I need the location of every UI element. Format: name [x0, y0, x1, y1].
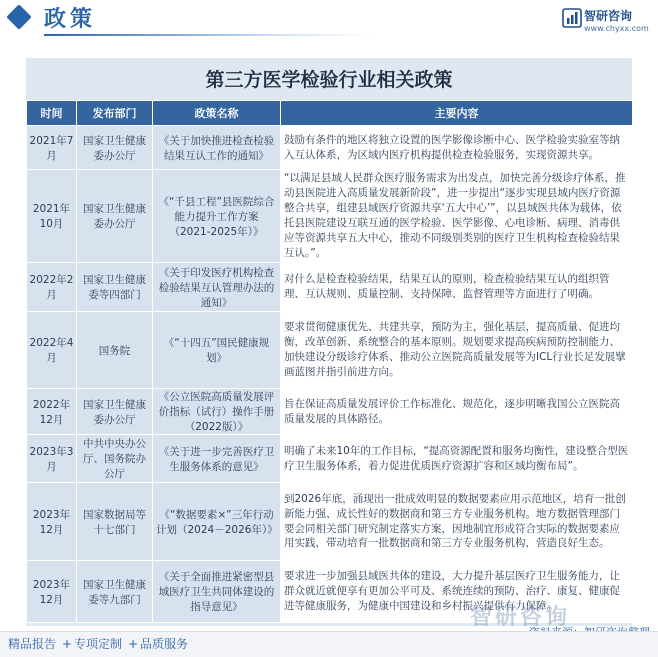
policy-panel — [26, 58, 632, 626]
cell-policy-name: 《关于全面推进紧密型县域医疗卫生共同体建设的指导意见》 — [153, 561, 281, 623]
table-row — [27, 170, 633, 263]
cell-policy-name: 《“十四五”国民健康规划》 — [153, 312, 281, 389]
logo-icon — [562, 8, 582, 28]
table-row — [27, 126, 633, 170]
policy-table — [26, 100, 633, 623]
col-header-content: 主要内容 — [281, 101, 633, 126]
cell-dept: 国家数据局等十七部门 — [77, 483, 153, 561]
cell-time: 2023年12月 — [27, 483, 77, 561]
brand-logo[interactable] — [562, 6, 652, 38]
cell-content: 到2026年底，涌现出一批成效明显的数据要素应用示范地区，培育一批创新能力强、成长性好的数据商和第三方专业服务机构。地方数据管理部门要会同相关部门研究制定落实方案，因地制宜形成符合实际的数据要素应用实践，带动培育一批数据商和第三方专业服务机构，营造良好生态。 — [281, 483, 633, 561]
table-row — [27, 312, 633, 389]
footer-item-service[interactable]: 品质服务 — [140, 637, 189, 651]
col-header-dept: 发布部门 — [77, 101, 153, 126]
page-footer — [0, 631, 658, 657]
cell-time: 2021年7月 — [27, 126, 77, 170]
cell-time: 2023年12月 — [27, 561, 77, 623]
watermark: 智研咨询 — [470, 605, 571, 630]
cell-dept: 国家卫生健康委办公厅 — [77, 389, 153, 435]
cell-policy-name: 《“千县工程”县医院综合能力提升工作方案（2021-2025年）》 — [153, 170, 281, 263]
footer-item-custom[interactable]: 专项定制 — [74, 637, 123, 651]
cell-dept: 国务院 — [77, 312, 153, 389]
cell-policy-name: 《关于印发医疗机构检查检验结果互认管理办法的通知》 — [153, 263, 281, 312]
table-header-row — [27, 101, 633, 126]
footer-item-reports[interactable]: 精品报告 — [8, 637, 57, 651]
cell-content: 明确了未来10年的工作目标，“提高资源配置和服务均衡性，建设整合型医疗卫生服务体系，着力促进优质医疗资源扩容和区域均衡布局”。 — [281, 435, 633, 483]
table-row — [27, 483, 633, 561]
cell-content: 对什么是检查检验结果，结果互认的原则，检查检验结果互认的组织管理、互认规则、质量控制、支持保障、监督管理等方面进行了明确。 — [281, 263, 633, 312]
cell-policy-name: 《“数据要素×”三年行动计划（2024－2026年）》 — [153, 483, 281, 561]
cell-dept: 国家卫生健康委办公厅 — [77, 170, 153, 263]
cell-dept: 国家卫生健康委等四部门 — [77, 263, 153, 312]
footer-separator: + — [62, 637, 73, 651]
logo-name: 智研咨询 — [584, 9, 633, 23]
cell-time: 2022年12月 — [27, 389, 77, 435]
table-row — [27, 435, 633, 483]
cell-dept: 国家卫生健康委办公厅 — [77, 126, 153, 170]
cell-policy-name: 《关于加快推进检查检验结果互认工作的通知》 — [153, 126, 281, 170]
cell-content: 要求贯彻健康优先、共建共享，预防为主，强化基层，提高质量、促进均衡，改革创新、系统整合的基本原则。规划要求提高疾病预防控制能力、加快建设分级诊疗体系、推动公立医院高质量发展等为ICL行业长足发展擘画蓝图并指引前进方向。 — [281, 312, 633, 389]
cell-policy-name: 《公立医院高质量发展评价指标（试行）操作手册（2022版）》 — [153, 389, 281, 435]
table-title: 第三方医学检验行业相关政策 — [205, 69, 453, 91]
cell-time: 2022年4月 — [27, 312, 77, 389]
title-underline — [44, 34, 374, 36]
cell-content: “以满足县域人民群众医疗服务需求为出发点，加快完善分级诊疗体系，推动县医院进入高质量发展新阶段”，进一步提出“逐步实现县域内医疗资源整合共享，组建县域医疗资源共享‘五大中心’”，以县域医共体为载体，依托县医院建设互联互通的医学检验、医学影像、心电诊断、病理、消毒供应等资源共享五大中心，推动不同级别类别的医疗卫生机构检查检验结果互认。”。 — [281, 170, 633, 263]
footer-separator: + — [128, 637, 139, 651]
cell-dept: 国家卫生健康委等九部门 — [77, 561, 153, 623]
col-header-time: 时间 — [27, 101, 77, 126]
cell-time: 2023年3月 — [27, 435, 77, 483]
logo-url: www.chyxx.com — [584, 24, 649, 33]
cell-dept: 中共中央办公厅、国务院办公厅 — [77, 435, 153, 483]
page-title: 政策 — [44, 7, 97, 32]
diamond-icon — [6, 4, 31, 29]
col-header-name: 政策名称 — [153, 101, 281, 126]
table-row — [27, 389, 633, 435]
table-row — [27, 263, 633, 312]
cell-content: 鼓励有条件的地区将独立设置的医学影像诊断中心、医学检验实验室等纳入互认体系，为区域内医疗机构提供检查检验服务，实现资源共享。 — [281, 126, 633, 170]
cell-policy-name: 《关于进一步完善医疗卫生服务体系的意见》 — [153, 435, 281, 483]
page-header — [0, 0, 658, 40]
cell-time: 2022年2月 — [27, 263, 77, 312]
cell-content: 要求进一步加强县域医共体的建设，大力提升基层医疗卫生服务能力，让群众就近就便享有更加公平可及、系统连续的预防、治疗、康复、健康促进等健康服务，为健康中国建设和乡村振兴提供有力保障。 — [281, 561, 633, 623]
cell-time: 2021年10月 — [27, 170, 77, 263]
cell-content: 旨在保证高质量发展评价工作标准化、规范化，逐步明晰我国公立医院高质量发展的具体路径。 — [281, 389, 633, 435]
